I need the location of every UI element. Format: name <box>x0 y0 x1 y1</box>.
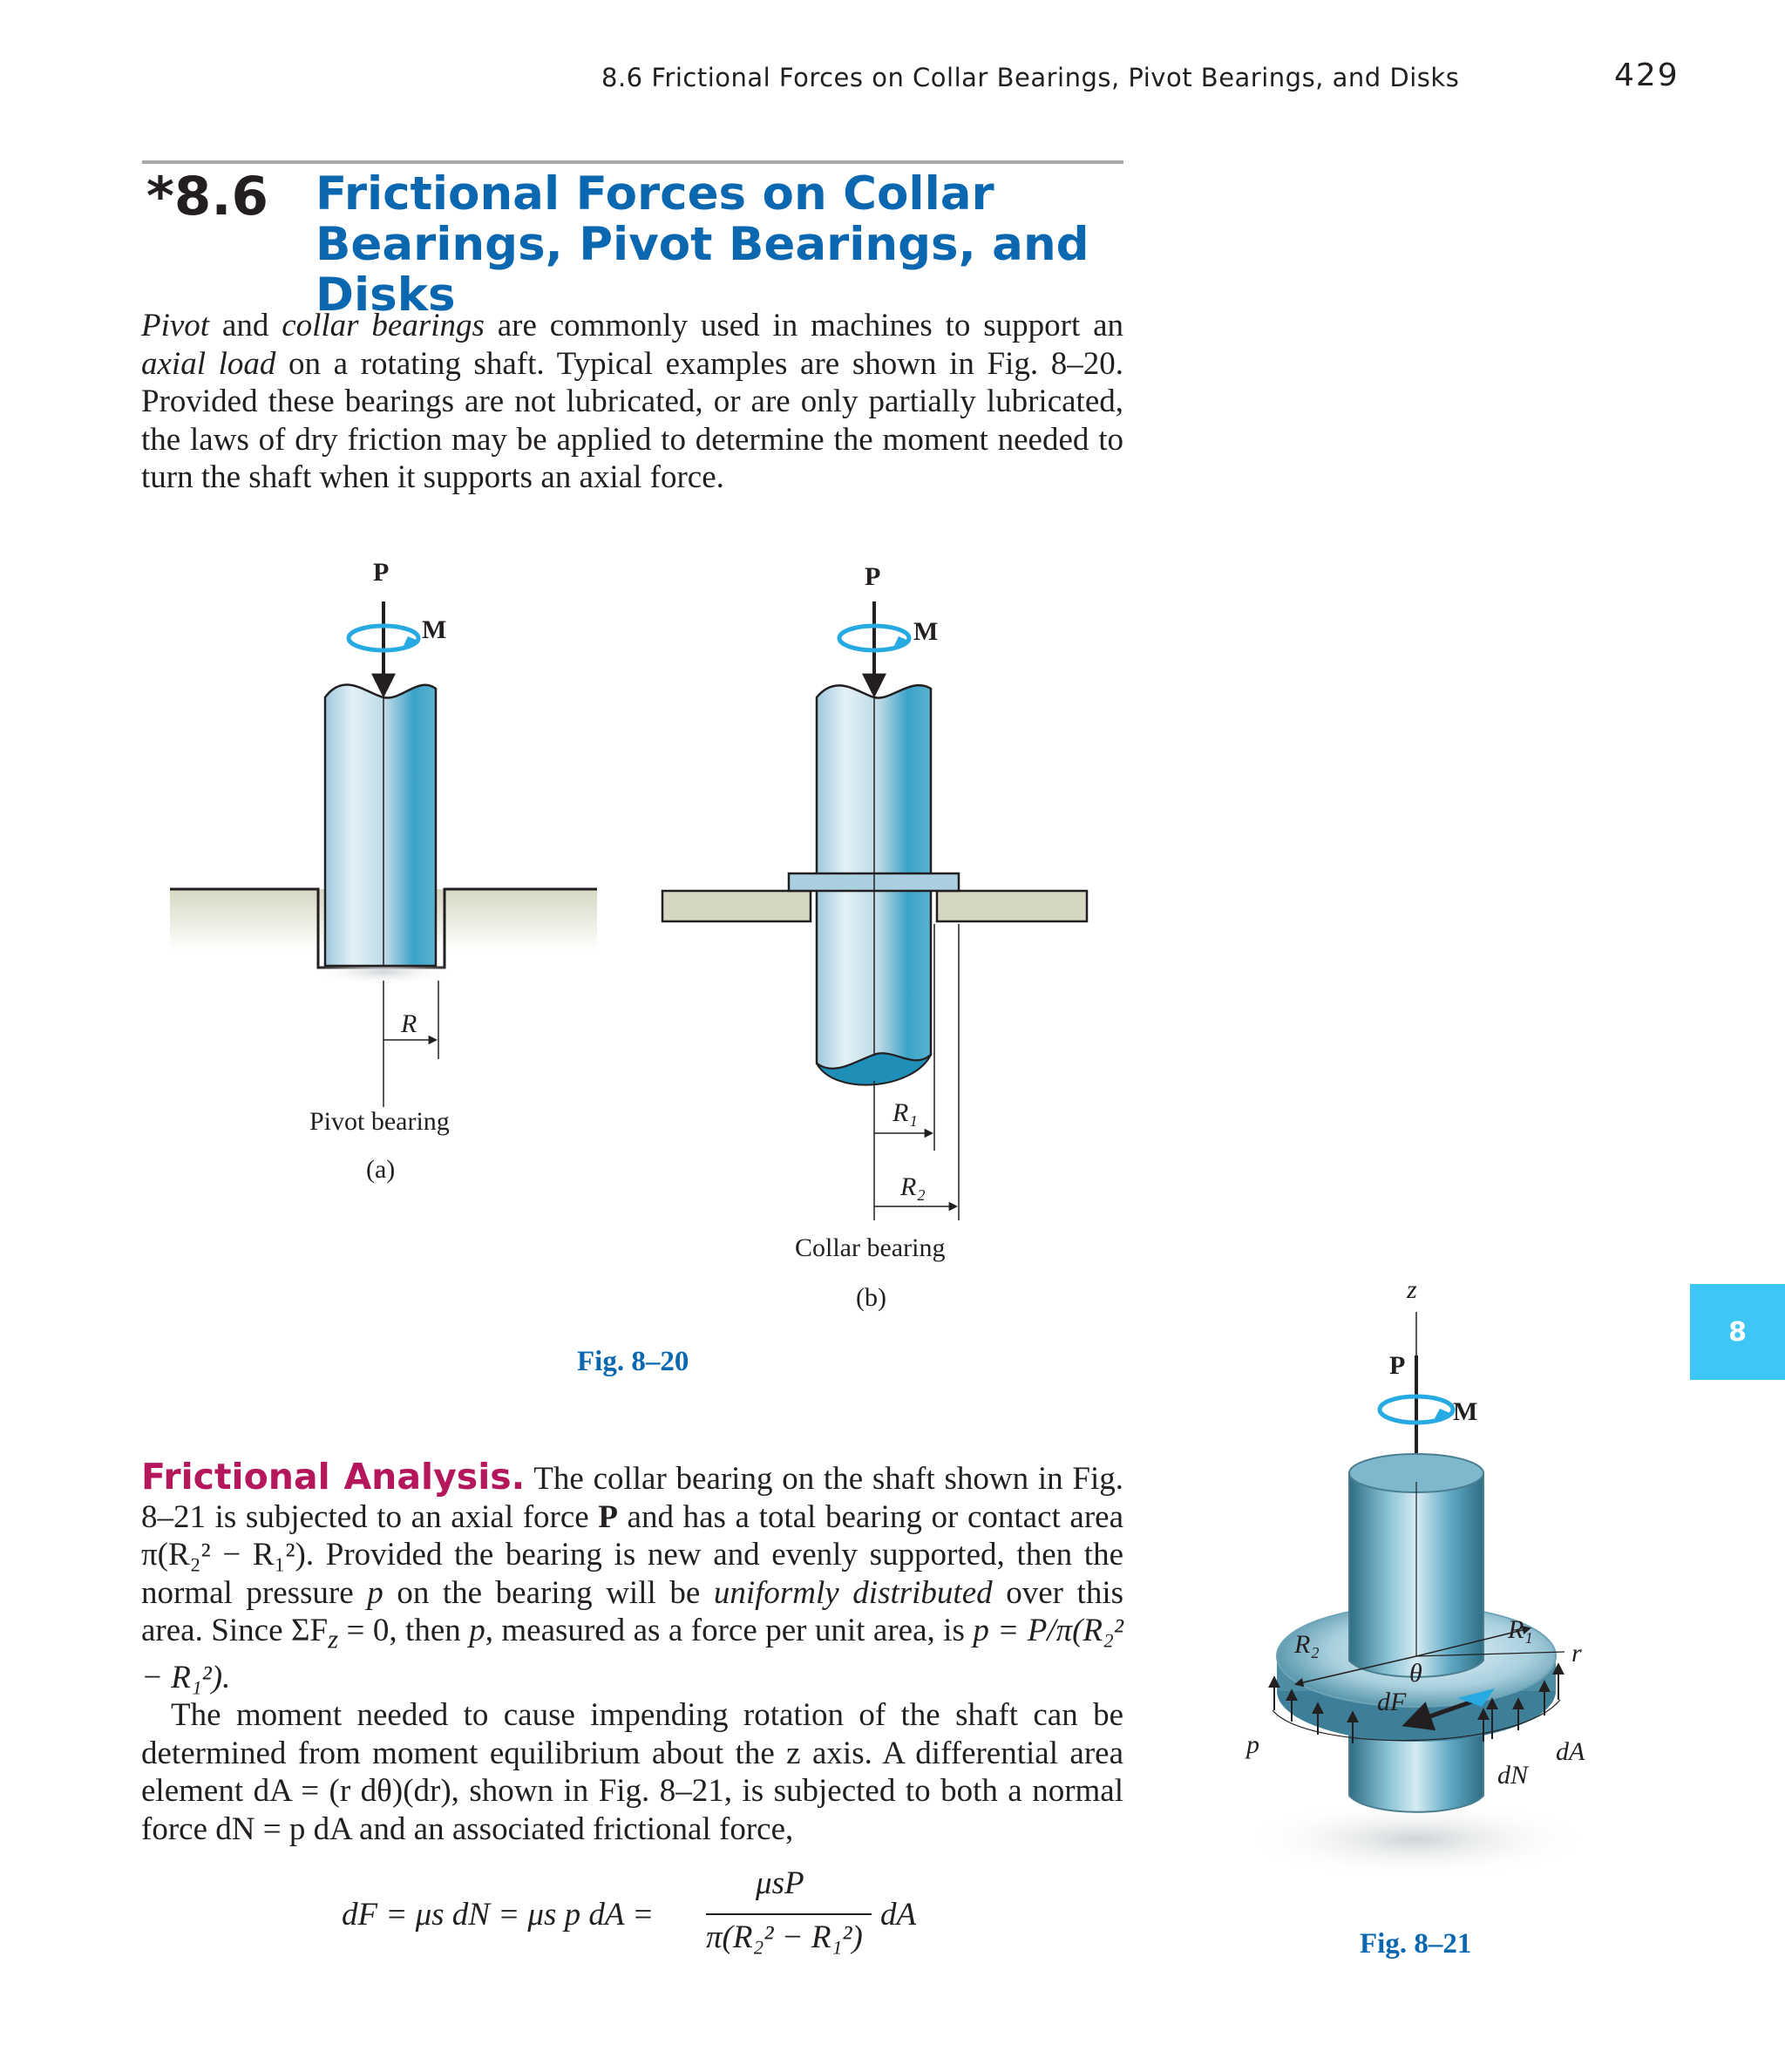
term-collar-bearings: collar bearings <box>282 308 485 343</box>
frictional-analysis-heading: Frictional Analysis. <box>141 1456 526 1498</box>
fig-8-20b-r1-label: R₁ <box>892 1098 918 1127</box>
chapter-tab[interactable]: 8 <box>1690 1284 1785 1380</box>
moment-paragraph: The moment needed to cause impending rotation of the shaft can be determined from moment equilibrium about the z axis. A differential area element dA = (r dθ)(dr), shown in Fig. 8–21, is subjected to both a normal force dN = p dA and an associated frictional force, <box>141 1697 1123 1847</box>
fraction-bar <box>706 1913 872 1915</box>
equation-denominator: π(R₂² − R₁²) <box>706 1919 863 1955</box>
intro-paragraph: Pivot and collar bearings are commonly used in machines to support an axial load on a rotating shaft. Typical examples are shown in Fig. 8–20. Provided these bearings are not lubricated, or are only partially lubricated, the laws of dry friction may be applied to determine the moment needed to turn the shaft when it supports an axial force. <box>141 308 1123 495</box>
equation-numerator: μsP <box>756 1865 804 1901</box>
fig-8-21-z-label: z <box>1407 1275 1417 1304</box>
friction-equation <box>342 1865 969 1966</box>
fig-8-20a-moment-label: M <box>422 615 447 644</box>
page-number: 429 <box>1614 58 1680 93</box>
fig-8-21-da-label: dA <box>1556 1737 1585 1766</box>
equation-rhs: dA <box>880 1897 917 1933</box>
fig-8-20a-force-label: P <box>373 558 390 587</box>
term-axial-load: axial load <box>141 345 276 382</box>
section-number: *8.6 <box>146 166 268 228</box>
fig-8-21-dn-label: dN <box>1497 1761 1529 1790</box>
fig-8-21-m-label: M <box>1453 1397 1478 1426</box>
fig-8-21-r2-label: R₂ <box>1294 1630 1320 1659</box>
pivot-bearing-label: Pivot bearing <box>309 1107 450 1136</box>
fig-8-20-caption: Fig. 8–20 <box>577 1346 689 1377</box>
fig-8-21-p-pressure-label: p <box>1246 1730 1259 1759</box>
fig-8-21-r1-label: R₁ <box>1508 1615 1533 1644</box>
fig-8-21-p-label: P <box>1389 1351 1406 1380</box>
fig-8-20a-tag: (a) <box>366 1155 396 1184</box>
running-header: 8.6 Frictional Forces on Collar Bearings, Pivot Bearings, and Disks <box>601 63 1460 92</box>
fig-8-20b-r2-label: R₂ <box>900 1172 926 1201</box>
fig-8-20b-tag: (b) <box>856 1283 886 1312</box>
equation-lhs: dF = μs dN = μs p dA = <box>342 1897 655 1933</box>
collar-bearing-label: Collar bearing <box>795 1233 946 1262</box>
fig-8-20b-moment-label: M <box>913 617 939 646</box>
fig-8-20b-force-label: P <box>865 562 881 591</box>
figure-8-21-drawing <box>1242 1312 1591 1878</box>
pivot-bearing-drawing <box>170 601 597 1107</box>
fig-8-20a-radius-label: R <box>401 1009 417 1038</box>
term-pivot: Pivot <box>141 308 210 343</box>
frictional-analysis-paragraph: Frictional Analysis. The collar bearing on the shaft shown in Fig. 8–21 is subjected to an axial force P and has a total bearing or contact area π(R₂² − R₁²). Provided the bearing is new and evenly supported, then the normal pressure p on the bearing will be uniformly distributed over this area. Since $\Sigma F_z = 0$, then p, measured as a force per unit area, is p = P/π(R₂² − R₁²). <box>141 1456 1123 1695</box>
fig-8-21-r-label: r <box>1571 1639 1582 1668</box>
collar-bearing-drawing <box>662 601 1087 1220</box>
section-title: Frictional Forces on Collar Bearings, Pivot Bearings, and Disks <box>316 167 1089 322</box>
fig-8-21-df-label: dF <box>1377 1688 1407 1716</box>
fig-8-21-theta-label: θ <box>1409 1659 1422 1688</box>
fig-8-21-caption: Fig. 8–21 <box>1360 1928 1472 1960</box>
